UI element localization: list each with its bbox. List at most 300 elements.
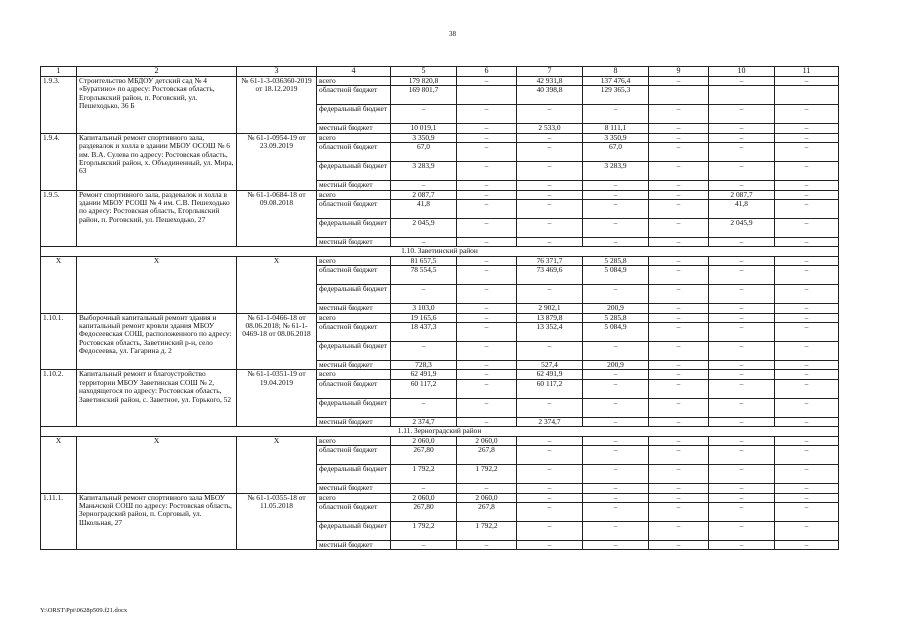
value-cell: – [649,436,709,445]
budget-source: областной бюджет [317,323,391,342]
budget-source: областной бюджет [317,266,391,285]
value-cell: – [457,77,517,86]
value-cell: – [775,313,839,322]
value-cell: – [775,484,839,493]
budget-source: федеральный бюджет [317,162,391,181]
value-cell: – [709,143,775,162]
column-header: 9 [649,67,709,77]
value-cell: – [457,266,517,285]
value-cell: 2 087,7 [391,190,457,199]
value-cell: – [649,304,709,313]
value-cell: – [391,105,457,124]
budget-source: всего [317,77,391,86]
value-cell: 527,4 [517,361,583,370]
budget-source: федеральный бюджет [317,105,391,124]
section-title: 1.10. Заветинский район [41,247,839,256]
item-document: № 61-1-0684-18 от 09.08.2018 [237,190,317,247]
value-cell: – [457,124,517,133]
value-cell: – [583,540,649,549]
budget-source: местный бюджет [317,304,391,313]
value-cell: – [457,304,517,313]
column-header: 5 [391,67,457,77]
value-cell: – [583,521,649,540]
section-title: 1.11. Зерноградский район [41,427,839,436]
item-document: № 61-1-0355-18 от 11.05.2018 [237,493,317,550]
value-cell [709,86,775,105]
budget-source: местный бюджет [317,417,391,426]
value-cell: – [709,323,775,342]
value-cell: 169 801,7 [391,86,457,105]
item-name: Капитальный ремонт и благоустройство территории МБОУ Заветинская СОШ № 2, находящегося по адресу: Ростовская область, Заветинский район, с. Заветное, ул. Горького, 52 [77,370,237,427]
item-name: X [77,436,237,493]
budget-source: местный бюджет [317,238,391,247]
value-cell: – [391,285,457,304]
value-cell: – [775,238,839,247]
value-cell: – [775,133,839,142]
value-cell: – [775,105,839,124]
value-cell: 3 103,0 [391,304,457,313]
section-row [41,427,839,436]
value-cell: – [775,370,839,379]
value-cell: – [775,398,839,417]
value-cell: 8 111,1 [583,124,649,133]
value-cell: – [583,417,649,426]
budget-source: местный бюджет [317,124,391,133]
budget-source: федеральный бюджет [317,398,391,417]
value-cell: 42 931,8 [517,77,583,86]
value-cell: – [583,219,649,238]
table-row [41,190,839,199]
value-cell: – [457,361,517,370]
value-cell: – [649,502,709,521]
value-cell [775,86,839,105]
value-cell: – [709,502,775,521]
file-path: Y:\ORST\Ppi\0628p509.f21.docx [40,607,128,614]
item-document: № 61-1-3-036360-2019 от 18.12.2019 [237,77,317,134]
value-cell: 2 087,7 [709,190,775,199]
table-row [41,370,839,379]
value-cell: 13 352,4 [517,323,583,342]
value-cell: – [583,493,649,502]
value-cell: – [709,370,775,379]
value-cell: – [649,105,709,124]
value-cell: – [649,266,709,285]
column-header: 4 [317,67,391,77]
item-document: № 61-1-0351-19 от 19.04.2019 [237,370,317,427]
value-cell: – [457,219,517,238]
value-cell: – [649,313,709,322]
value-cell: – [775,190,839,199]
table-row [41,77,839,86]
value-cell: 3 283,9 [391,162,457,181]
budget-source: федеральный бюджет [317,521,391,540]
budget-source: местный бюджет [317,361,391,370]
value-cell: – [391,398,457,417]
value-cell [649,86,709,105]
value-cell: – [709,133,775,142]
value-cell: 3 350,9 [583,133,649,142]
value-cell: 1 792,2 [391,465,457,484]
item-name: X [77,256,237,313]
value-cell: 267,80 [391,502,457,521]
value-cell: – [391,484,457,493]
value-cell: – [649,181,709,190]
value-cell: – [775,465,839,484]
value-cell: 2 060,0 [391,493,457,502]
value-cell: – [709,342,775,361]
value-cell: – [517,238,583,247]
value-cell: – [583,465,649,484]
column-header: 1 [41,67,77,77]
value-cell: – [775,219,839,238]
item-number: 1.9.4. [41,133,77,190]
budget-source: федеральный бюджет [317,285,391,304]
value-cell: 2 902,1 [517,304,583,313]
value-cell: – [517,493,583,502]
value-cell: – [775,181,839,190]
budget-source: областной бюджет [317,502,391,521]
value-cell: – [649,446,709,465]
value-cell: – [649,133,709,142]
value-cell: 137 476,4 [583,77,649,86]
value-cell: – [457,162,517,181]
value-cell: 78 554,5 [391,266,457,285]
value-cell: – [709,521,775,540]
value-cell: – [517,342,583,361]
value-cell: – [517,540,583,549]
item-document: № 61-1-0954-19 от 23.09.2019 [237,133,317,190]
budget-source: федеральный бюджет [317,219,391,238]
value-cell: – [517,162,583,181]
value-cell: – [649,465,709,484]
value-cell: 81 657,5 [391,256,457,265]
value-cell: – [457,313,517,322]
value-cell: – [775,361,839,370]
item-name: Капитальный ремонт спортивного зала, раздевалок и холла в здании МБОУ ОСОШ № 6 им. В.А. Сулева по адресу: Ростовская область, Егорлыкский район, х. Объединенный, ул. Мира, 63 [77,133,237,190]
value-cell: – [649,219,709,238]
value-cell: – [709,256,775,265]
budget-source: местный бюджет [317,540,391,549]
value-cell: – [517,200,583,219]
value-cell: – [517,465,583,484]
value-cell: – [517,190,583,199]
item-document: № 61-1-0466-18 от 08.06.2018; № 61-1-0469-18 от 08.06.2018 [237,313,317,370]
value-cell: – [391,342,457,361]
value-cell: – [775,417,839,426]
budget-source: всего [317,256,391,265]
value-cell: – [775,304,839,313]
value-cell: – [457,133,517,142]
value-cell: – [709,124,775,133]
item-number: X [41,256,77,313]
value-cell: – [649,124,709,133]
value-cell: – [517,105,583,124]
column-header: 2 [77,67,237,77]
value-cell: – [709,493,775,502]
value-cell: – [583,398,649,417]
value-cell: – [709,540,775,549]
budget-source: областной бюджет [317,200,391,219]
value-cell: – [649,323,709,342]
value-cell: – [391,238,457,247]
value-cell: – [649,540,709,549]
column-header: 6 [457,67,517,77]
value-cell: – [649,256,709,265]
value-cell: – [649,417,709,426]
value-cell: – [709,181,775,190]
value-cell: – [391,540,457,549]
value-cell: – [649,484,709,493]
table-row [41,256,839,265]
item-name: Ремонт спортивного зала, раздевалок и холла в здании МБОУ РСОШ № 4 им. С.В. Пешеходько по адресу: Ростовская область, Егорлыкский район, п. Роговский, ул. Пешеходько, 27 [77,190,237,247]
value-cell: – [709,417,775,426]
value-cell: – [649,200,709,219]
item-number: 1.9.3. [41,77,77,134]
value-cell: 73 469,6 [517,266,583,285]
budget-source: местный бюджет [317,181,391,190]
value-cell: – [649,285,709,304]
value-cell [457,86,517,105]
value-cell: – [517,446,583,465]
value-cell: 13 879,8 [517,313,583,322]
value-cell: – [457,256,517,265]
value-cell: 267,8 [457,502,517,521]
value-cell: – [583,446,649,465]
value-cell: – [583,190,649,199]
value-cell: 2 533,0 [517,124,583,133]
value-cell: – [775,323,839,342]
value-cell: – [709,398,775,417]
value-cell: – [775,143,839,162]
value-cell: – [775,77,839,86]
budget-source: всего [317,190,391,199]
value-cell: – [775,162,839,181]
value-cell: – [457,238,517,247]
value-cell: – [517,484,583,493]
value-cell: – [649,370,709,379]
value-cell: – [709,436,775,445]
budget-source: всего [317,133,391,142]
value-cell: 60 117,2 [391,379,457,398]
value-cell: – [709,105,775,124]
value-cell: 267,80 [391,446,457,465]
value-cell: – [709,238,775,247]
value-cell: – [457,200,517,219]
value-cell: 2 060,0 [457,493,517,502]
budget-source: всего [317,436,391,445]
value-cell: – [709,162,775,181]
value-cell: 67,0 [391,143,457,162]
value-cell: 5 285,8 [583,313,649,322]
item-name: Выборочный капитальный ремонт здания и капитальный ремонт кровли здания МБОУ Федосеевская СОШ, расположенного по адресу: Ростовская область, Заветинский р-н, село Федосеевка, ул. Гагарина д. 2 [77,313,237,370]
value-cell: 1 792,2 [391,521,457,540]
value-cell: – [775,436,839,445]
value-cell: 5 084,9 [583,323,649,342]
table-body [41,67,839,550]
value-cell: – [649,190,709,199]
budget-source: областной бюджет [317,86,391,105]
value-cell: 2 060,0 [391,436,457,445]
item-number: 1.10.1. [41,313,77,370]
value-cell: – [775,540,839,549]
value-cell: – [709,446,775,465]
value-cell: – [457,417,517,426]
value-cell: 62 491,9 [517,370,583,379]
table-row [41,436,839,445]
value-cell: 10 019,1 [391,124,457,133]
column-header: 3 [237,67,317,77]
value-cell: – [649,77,709,86]
value-cell: – [775,521,839,540]
value-cell: 5 084,9 [583,266,649,285]
value-cell: – [517,143,583,162]
column-header: 8 [583,67,649,77]
item-name: Строительство МБДОУ детский сад № 4 «Буратино» по адресу: Ростовская область, Егорлыкский район, п. Роговский, ул. Пешеходько, 36 Б [77,77,237,134]
value-cell: 5 285,8 [583,256,649,265]
value-cell: 2 374,7 [517,417,583,426]
value-cell: – [709,484,775,493]
value-cell: 200,9 [583,304,649,313]
table-row [41,313,839,322]
value-cell: – [649,162,709,181]
value-cell: 41,8 [709,200,775,219]
item-document: X [237,256,317,313]
value-cell: – [517,398,583,417]
value-cell: – [457,540,517,549]
value-cell: – [775,342,839,361]
budget-source: федеральный бюджет [317,342,391,361]
value-cell: – [583,181,649,190]
table-row [41,133,839,142]
value-cell: – [649,143,709,162]
value-cell: – [649,379,709,398]
value-cell: – [709,266,775,285]
section-row [41,247,839,256]
value-cell: – [457,379,517,398]
value-cell: – [391,181,457,190]
value-cell: 40 398,8 [517,86,583,105]
item-name: Капитальный ремонт спортивного зала МБОУ Маньчской СОШ по адресу: Ростовская область, Зерноградский район, п. Сорговый, ул. Школьная, 27 [77,493,237,550]
value-cell: – [775,285,839,304]
value-cell: 62 491,9 [391,370,457,379]
value-cell: – [583,370,649,379]
page-number: 38 [449,30,456,38]
value-cell: – [775,256,839,265]
value-cell: 179 820,8 [391,77,457,86]
column-header: 11 [775,67,839,77]
budget-source: федеральный бюджет [317,465,391,484]
budget-source: областной бюджет [317,379,391,398]
value-cell: – [709,285,775,304]
value-cell: – [457,342,517,361]
value-cell: – [775,493,839,502]
value-cell: – [517,181,583,190]
value-cell: 129 365,3 [583,86,649,105]
value-cell: – [457,105,517,124]
value-cell: – [583,342,649,361]
value-cell: 267,8 [457,446,517,465]
value-cell: – [583,484,649,493]
value-cell: 728,3 [391,361,457,370]
value-cell: 41,8 [391,200,457,219]
value-cell: – [457,323,517,342]
value-cell: 3 283,9 [583,162,649,181]
value-cell: – [457,181,517,190]
value-cell: – [649,342,709,361]
value-cell: 1 792,2 [457,521,517,540]
item-number: 1.10.2. [41,370,77,427]
value-cell: – [583,285,649,304]
value-cell: 67,0 [583,143,649,162]
value-cell: – [457,190,517,199]
value-cell: – [457,484,517,493]
value-cell: – [517,133,583,142]
budget-source: областной бюджет [317,143,391,162]
value-cell: – [583,502,649,521]
item-document: X [237,436,317,493]
financing-table [40,66,839,550]
value-cell: 2 060,0 [457,436,517,445]
value-cell: – [709,379,775,398]
value-cell: – [649,361,709,370]
value-cell: – [709,313,775,322]
value-cell: – [709,304,775,313]
header-row [41,67,839,77]
item-number: 1.11.1. [41,493,77,550]
item-number: 1.9.5. [41,190,77,247]
value-cell: – [583,379,649,398]
value-cell: 2 374,7 [391,417,457,426]
value-cell: – [709,465,775,484]
value-cell: – [517,502,583,521]
value-cell: – [583,105,649,124]
value-cell: – [775,200,839,219]
budget-source: всего [317,370,391,379]
value-cell: 3 350,9 [391,133,457,142]
value-cell: – [583,200,649,219]
value-cell: – [517,285,583,304]
value-cell: 19 165,6 [391,313,457,322]
value-cell: – [517,219,583,238]
value-cell: – [457,398,517,417]
value-cell: – [457,370,517,379]
value-cell: – [649,493,709,502]
value-cell: 18 437,3 [391,323,457,342]
value-cell: – [517,436,583,445]
value-cell: 1 792,2 [457,465,517,484]
value-cell: – [775,502,839,521]
value-cell: – [583,238,649,247]
budget-source: областной бюджет [317,446,391,465]
value-cell: – [709,77,775,86]
table-row [41,493,839,502]
value-cell: 2 045,9 [709,219,775,238]
budget-source: всего [317,493,391,502]
value-cell: – [457,285,517,304]
column-header: 10 [709,67,775,77]
value-cell: – [709,361,775,370]
value-cell: – [649,521,709,540]
value-cell: – [775,266,839,285]
value-cell: – [517,521,583,540]
value-cell: 200,9 [583,361,649,370]
value-cell: – [775,446,839,465]
value-cell: 60 117,2 [517,379,583,398]
value-cell: – [649,398,709,417]
item-number: X [41,436,77,493]
value-cell: – [775,124,839,133]
value-cell: 2 045,9 [391,219,457,238]
